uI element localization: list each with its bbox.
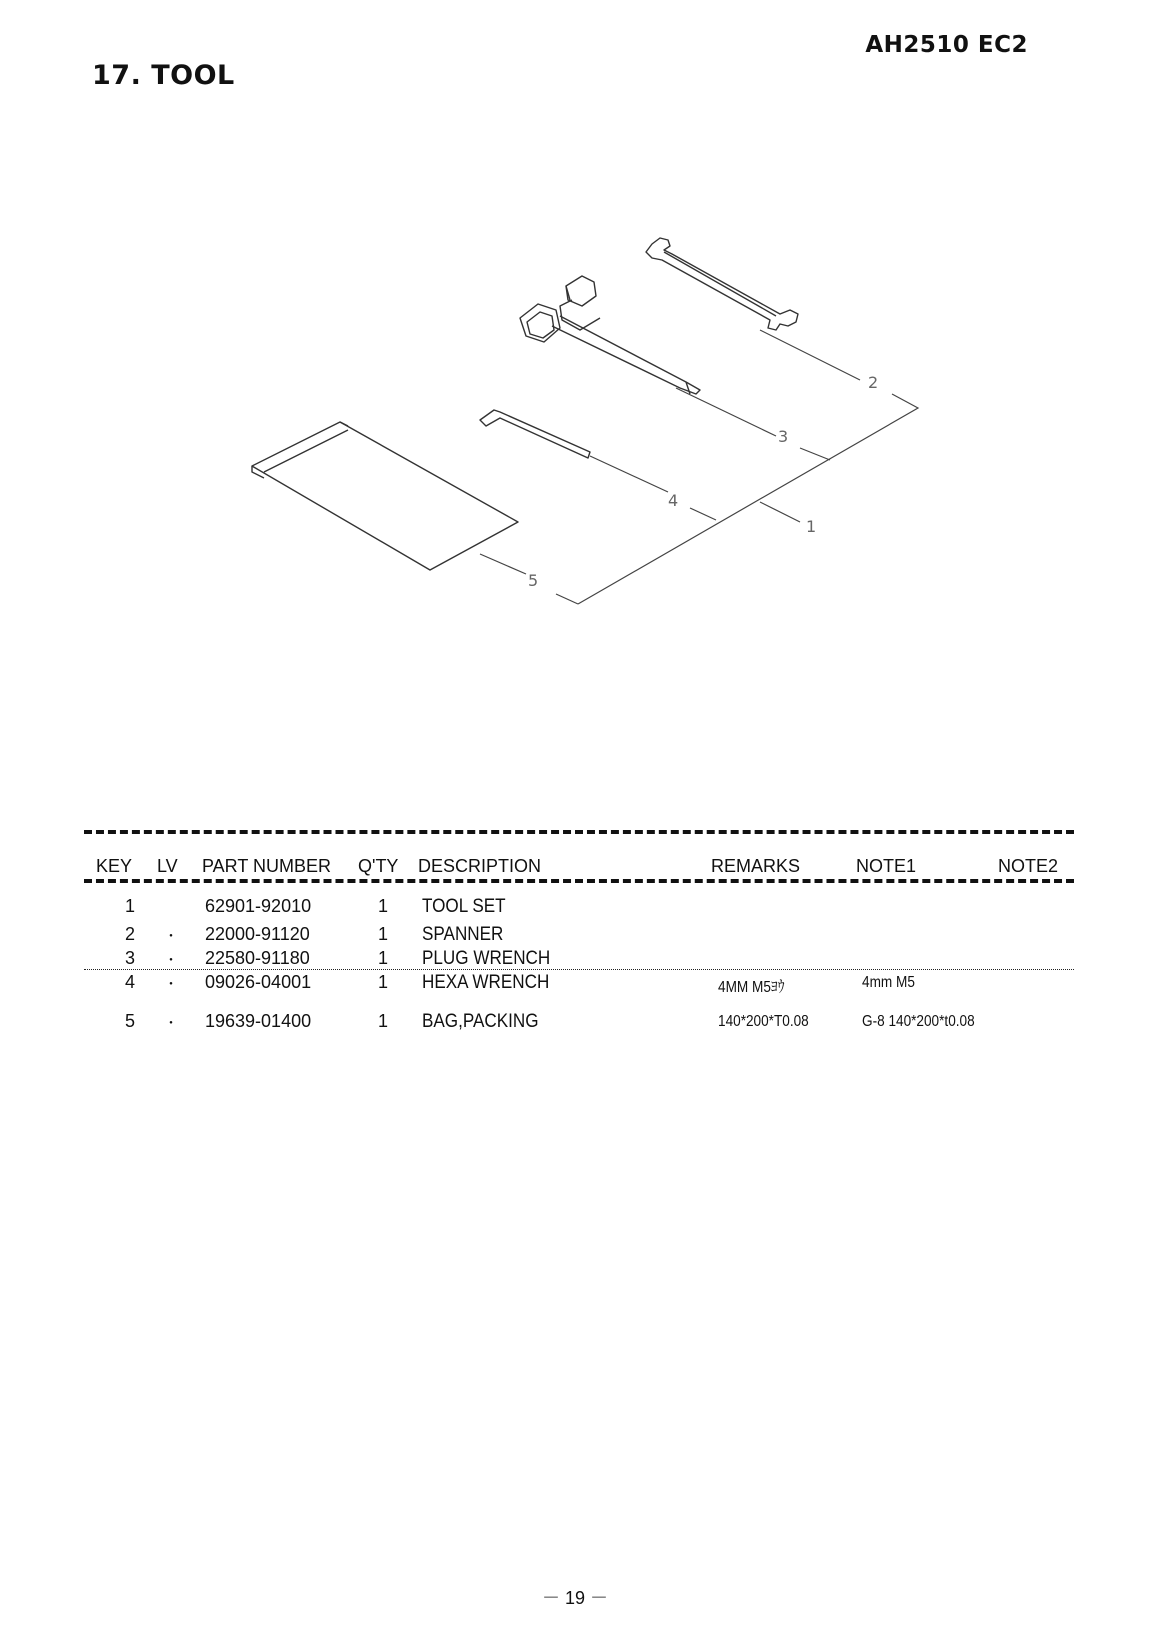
table-top-rule — [84, 830, 1074, 834]
cell-lv: ・ — [164, 928, 178, 944]
plug-wrench-drawing — [520, 276, 700, 394]
cell-description: SPANNER — [422, 924, 504, 945]
table-row — [0, 972, 1150, 998]
table-header-rule — [84, 879, 1074, 883]
col-header-remarks: REMARKS — [711, 856, 801, 876]
cell-qty: 1 — [378, 924, 389, 944]
page-number: － 19 － — [541, 1588, 609, 1608]
callout-5: 5 — [528, 571, 539, 590]
hexa-wrench-drawing — [480, 410, 590, 458]
col-header-description: DESCRIPTION — [418, 856, 542, 876]
callout-3: 3 — [778, 427, 789, 446]
spanner-drawing — [646, 238, 798, 330]
cell-part-number: 09026-04001 — [205, 972, 312, 992]
cell-key: 4 — [124, 972, 135, 992]
col-header-key: KEY — [96, 856, 133, 876]
cell-qty: 1 — [378, 948, 389, 968]
col-header-lv: LV — [157, 856, 178, 876]
col-header-qty: Q'TY — [358, 856, 399, 876]
table-row — [0, 896, 1150, 922]
cell-qty: 1 — [378, 896, 389, 916]
col-header-part-number: PART NUMBER — [202, 856, 332, 876]
cell-qty: 1 — [378, 972, 389, 992]
section-title: 17. TOOL — [92, 60, 235, 91]
cell-key: 1 — [124, 896, 135, 916]
cell-key: 3 — [124, 948, 135, 968]
bag-packing-drawing — [252, 422, 518, 570]
cell-part-number: 19639-01400 — [205, 1011, 312, 1031]
cell-lv: ・ — [164, 952, 178, 968]
cell-remarks: 4MM M5ﾖｳ — [718, 979, 785, 996]
cell-description: TOOL SET — [422, 896, 506, 917]
table-row — [0, 1011, 1150, 1037]
cell-key: 5 — [124, 1011, 135, 1031]
cell-remarks: 140*200*T0.08 — [718, 1013, 809, 1030]
callout-4: 4 — [668, 491, 679, 510]
model-name: AH2510 EC2 — [865, 32, 1028, 58]
cell-description: HEXA WRENCH — [422, 972, 550, 993]
callout-2: 2 — [868, 373, 879, 392]
callout-1: 1 — [806, 517, 817, 536]
cell-note1: G-8 140*200*t0.08 — [862, 1013, 975, 1030]
col-header-note1: NOTE1 — [856, 856, 917, 876]
cell-qty: 1 — [378, 1011, 389, 1031]
cell-lv: ・ — [164, 976, 178, 992]
cell-part-number: 22580-91180 — [205, 948, 310, 968]
cell-lv: ・ — [164, 1015, 178, 1031]
group-separator-rule — [84, 969, 1074, 970]
col-header-note2: NOTE2 — [998, 856, 1059, 876]
table-row — [0, 948, 1150, 974]
cell-description: PLUG WRENCH — [422, 948, 551, 969]
cell-note1: 4mm M5 — [862, 974, 915, 991]
cell-part-number: 22000-91120 — [205, 924, 310, 944]
table-row — [0, 924, 1150, 950]
cell-description: BAG,PACKING — [422, 1011, 539, 1032]
exploded-parts-diagram — [0, 0, 1150, 700]
cell-part-number: 62901-92010 — [205, 896, 312, 916]
cell-key: 2 — [124, 924, 135, 944]
